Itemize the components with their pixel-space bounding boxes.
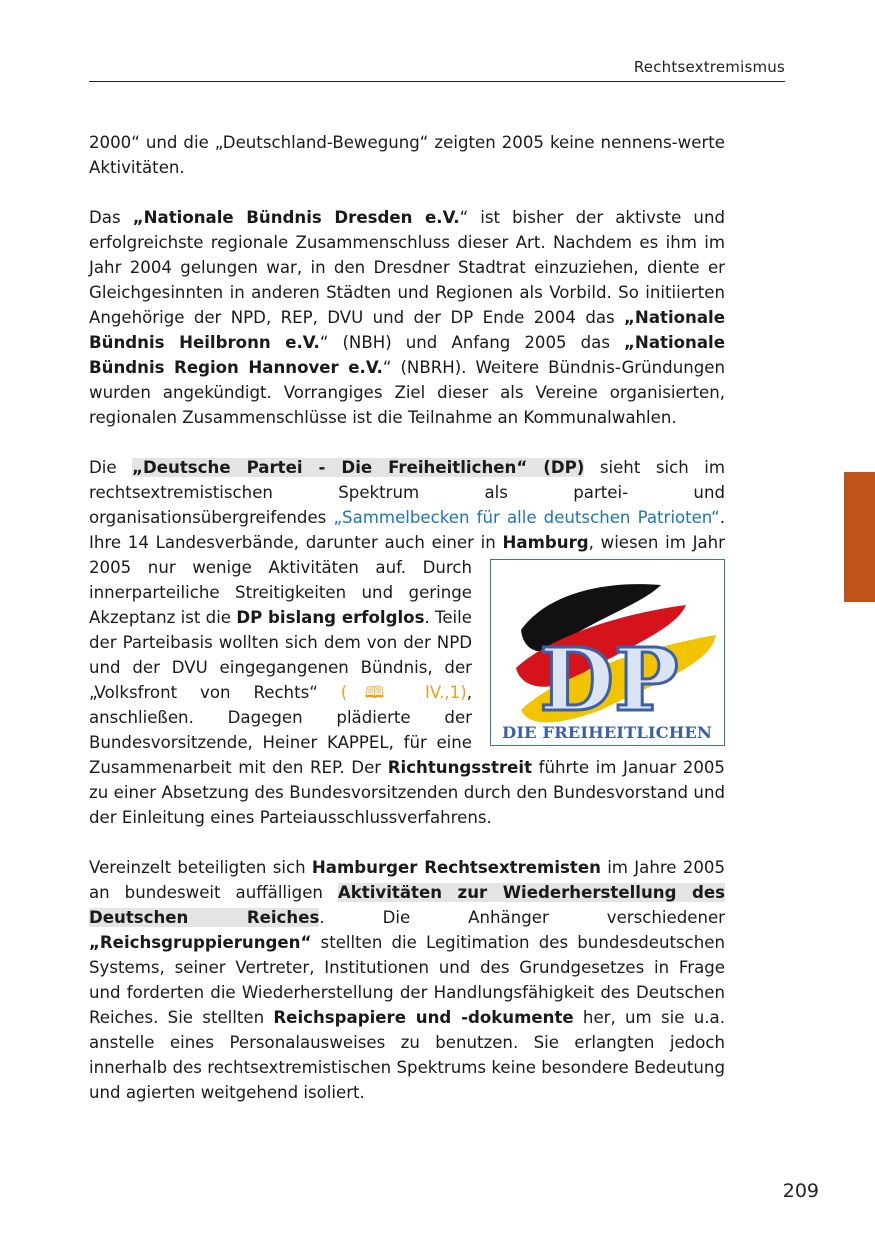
text: Die xyxy=(89,458,133,477)
text: , wiesen im Jahr 2005 nur wenige Aktivitäten auf. Durch innerparteiliche Streitigkeiten und geringe Akzeptanz ist die xyxy=(89,533,725,627)
paragraph-4 xyxy=(89,855,725,1105)
paragraph-1 xyxy=(89,130,725,180)
glossary-term-dp[interactable]: „Deutsche Partei - Die Freiheitlichen“ (DP) xyxy=(132,458,585,477)
header-title: Rechtsextremismus xyxy=(633,58,785,76)
paragraph-3 xyxy=(89,455,725,830)
page-body xyxy=(89,130,725,1130)
text: Vereinzelt beteiligten sich xyxy=(89,858,312,877)
text: “ (NBRH). Weitere Bündnis-Gründungen wurden angekündigt. Vorrangiges Ziel dieser als Vereine organisierten, regionalen Zusammenschlüsse ist die Teilnahme an Kommunalwahlen. xyxy=(89,358,725,427)
cross-reference-link[interactable]: (🕮 IV.,1) xyxy=(340,683,467,702)
bold-term: „Nationale Bündnis Heilbronn e.V. xyxy=(89,308,725,352)
bold-term: Reichspapiere und -dokumente xyxy=(273,1008,574,1027)
text: stellten die Legitimation des bundesdeutschen Systems, seiner Vertreter, Institutionen und des Grundgesetzes in Frage und forderten die Wiederherstellung der Handlungsfähigkeit des Deutschen Reiches. Sie stellten xyxy=(89,933,725,1027)
text: “ ist bisher der aktivste und erfolgreichste regionale Zusammenschluss dieser Art. Nachdem es ihm im Jahr 2004 gelungen war, in den Dresdner Stadtrat einzuziehen, diente er Gleichgesinnten in anderen Städten und Regionen als Vorbild. So initiierten Angehörige der NPD, REP, DVU und der DP Ende 2004 das xyxy=(89,208,725,327)
bold-term: Richtungsstreit xyxy=(387,758,533,777)
glossary-term-reich[interactable]: Aktivitäten zur Wiederherstellung des Deutschen Reiches xyxy=(89,883,725,927)
text: sieht sich im rechtsextremistischen Spektrum als partei- und organisationsübergreifendes xyxy=(89,458,725,527)
paragraph-2 xyxy=(89,205,725,430)
text: Das xyxy=(89,208,133,227)
bold-term: „Reichsgruppierungen“ xyxy=(89,933,312,952)
logo-subtitle: DIE FREIHEITLICHEN xyxy=(502,723,712,742)
bold-term: Hamburg xyxy=(502,533,589,552)
running-header xyxy=(89,58,785,82)
logo-letters: DP xyxy=(539,630,679,731)
dp-logo-figure xyxy=(490,559,725,746)
text: her, um sie u.a. anstelle eines Personalausweises zu benutzen. Sie erlangten jedoch innerhalb des rechtsextremistischen Spektrums keine besondere Bedeutung und agierten weitgehend isoliert. xyxy=(89,1008,725,1102)
text: , anschließen. Dagegen plädierte der Bundesvorsitzende, Heiner KAPPEL, für eine Zusammenarbeit mit den REP. Der xyxy=(89,683,472,777)
page-number: 209 xyxy=(782,1180,819,1202)
text: 2000“ und die „Deutschland-Bewegung“ zeigten 2005 keine nennens-werte Aktivitäten. xyxy=(89,133,725,177)
text: . Ihre 14 Landesverbände, darunter auch einer in xyxy=(89,508,725,552)
bold-term: DP bislang erfolglos xyxy=(236,608,425,627)
text: führte im Januar 2005 zu einer Absetzung des Bundesvorsitzenden durch den Bundesvorstand und der Einleitung eines Parteiausschlussverfahrens. xyxy=(89,758,725,827)
text: “ (NBH) und Anfang 2005 das xyxy=(319,333,625,352)
quote-link[interactable]: „Sammelbecken für alle deutschen Patrioten“ xyxy=(333,508,720,527)
dp-logo-image xyxy=(491,560,724,745)
text: . Die Anhänger verschiedener xyxy=(319,908,725,927)
bold-term: „Nationale Bündnis Region Hannover e.V. xyxy=(89,333,725,377)
text: . Teile der Parteibasis wollten sich dem von der NPD und der DVU eingegangenen Bündnis, der „Volksfront von Rechts“ xyxy=(89,608,472,702)
bold-term: „Nationale Bündnis Dresden e.V. xyxy=(132,208,460,227)
text: im Jahre 2005 an bundesweit auffälligen xyxy=(89,858,726,902)
chapter-tab xyxy=(844,472,875,602)
bold-term: Hamburger Rechtsextremisten xyxy=(311,858,601,877)
